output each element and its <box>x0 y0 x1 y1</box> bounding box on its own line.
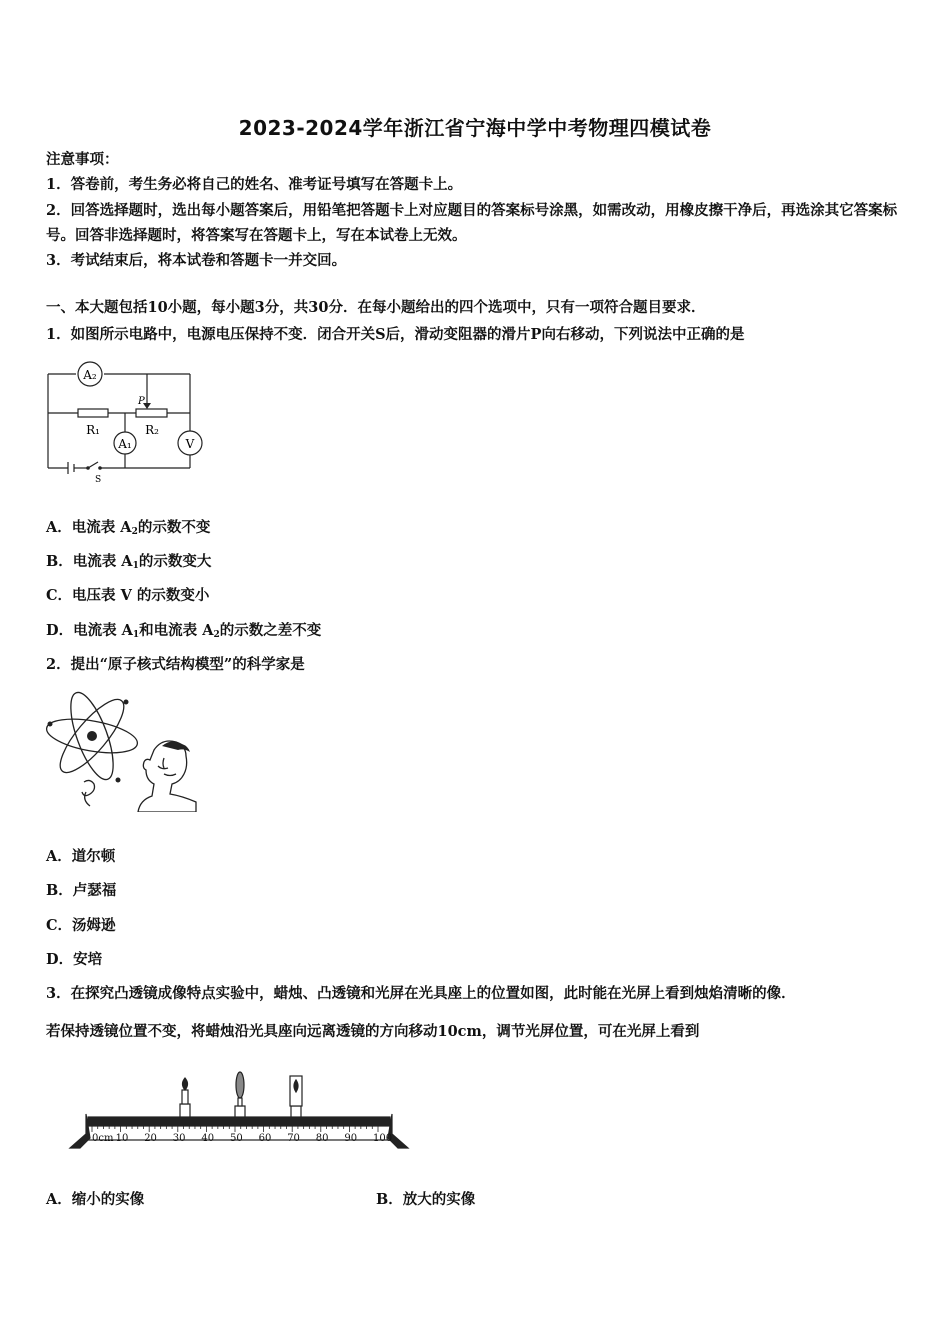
ruler-label: 90 <box>344 1133 358 1144</box>
q3-stem-line-1: 3．在探究凸透镜成像特点实验中，蜡烛、凸透镜和光屏在光具座上的位置如图，此时能在光屏上看到烛焰清晰的像． <box>46 985 796 1002</box>
light-screen <box>290 1076 302 1117</box>
ruler-label: 20 <box>144 1133 157 1144</box>
candle <box>180 1078 190 1117</box>
ruler-label: 0cm <box>92 1133 114 1144</box>
notice-item-2: 2．回答选择题时，选出每小题答案后，用铅笔把答题卡上对应题目的答案标号涂黑，如需改动，用橡皮擦干净后，再选涂其它答案标号。回答非选择题时，将答案写在答题卡上，写在本试卷上无效。 <box>46 202 898 244</box>
q2-option-c: C．汤姆逊 <box>46 917 116 934</box>
circuit-diagram <box>44 360 209 488</box>
ruler-label: 40 <box>201 1133 215 1144</box>
notice-heading: 注意事项： <box>46 151 119 168</box>
ammeter-a2-label: A₂ <box>83 368 97 382</box>
q3-option-a: A．缩小的实像 <box>46 1191 145 1208</box>
q2-option-a: A．道尔顿 <box>46 848 116 865</box>
q3-option-b: B．放大的实像 <box>376 1191 476 1208</box>
voltmeter-label: V <box>185 437 195 451</box>
ruler-label: 30 <box>172 1133 186 1144</box>
q1-stem: 1．如图所示电路中，电源电压保持不变．闭合开关S后，滑动变阻器的滑片P向右移动，下列说法中正确的是 <box>46 326 745 343</box>
notice-item-1: 1．答卷前，考生务必将自己的姓名、准考证号填写在答题卡上。 <box>46 176 463 193</box>
convex-lens <box>235 1072 245 1117</box>
slider-p-label: P <box>138 396 145 407</box>
ammeter-a1-label: A₁ <box>118 437 132 451</box>
q3-stem-line-2: 若保持透镜位置不变，将蜡烛沿光具座向远离透镜的方向移动10cm，调节光屏位置，可在光屏上看到 <box>46 1023 700 1040</box>
resistor-r2-label: R₂ <box>145 423 159 437</box>
q1-option-a: A．电流表 $A_2$的示数不变 <box>46 519 211 537</box>
ruler-label: 100 <box>373 1133 393 1144</box>
switch-s-label: S <box>95 475 102 485</box>
page-title: 2023-2024学年浙江省宁海中学中考物理四模试卷 <box>238 116 712 140</box>
q1-option-d: D．电流表 $A_1$和电流表 $A_2$的示数之差不变 <box>46 622 322 640</box>
ruler-label: 10 <box>115 1133 129 1144</box>
section-1-heading: 一、本大题包括10小题，每小题3分，共30分．在每小题给出的四个选项中，只有一项符合题目要求． <box>46 299 706 316</box>
atom-scientist-illustration <box>44 688 200 812</box>
optical-bench-diagram <box>66 1068 418 1152</box>
q2-option-b: B．卢瑟福 <box>46 882 117 899</box>
q2-stem: 2．提出“原子核式结构模型”的科学家是 <box>46 656 305 673</box>
ruler-label: 80 <box>315 1133 329 1144</box>
q1-option-c: C．电压表 V 的示数变小 <box>46 587 210 604</box>
notice-item-3: 3．考试结束后，将本试卷和答题卡一并交回。 <box>46 252 347 269</box>
q1-option-b: B．电流表 $A_1$的示数变大 <box>46 553 212 571</box>
ruler-label: 50 <box>230 1133 243 1144</box>
ruler-label: 70 <box>287 1133 300 1144</box>
q2-option-d: D．安培 <box>46 951 103 968</box>
ruler-label: 60 <box>258 1133 272 1144</box>
resistor-r1-label: R₁ <box>86 423 100 437</box>
